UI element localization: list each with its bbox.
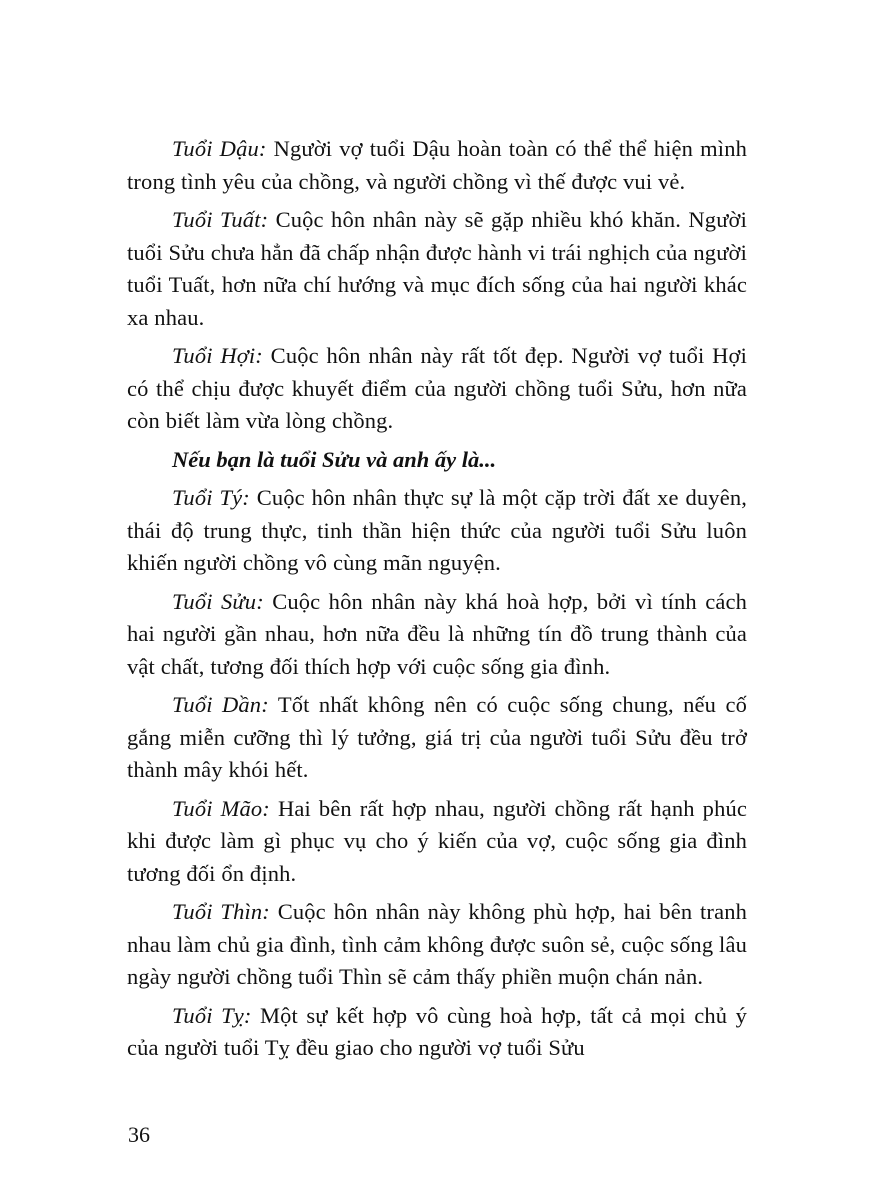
paragraph-lead: Tuổi Sửu: (172, 588, 264, 614)
paragraph-tuoi-hoi (127, 340, 747, 438)
paragraph-tuoi-suu (127, 586, 747, 684)
paragraph-lead: Tuổi Dần: (172, 692, 269, 717)
paragraph-lead: Tuổi Tuất: (172, 207, 269, 232)
paragraph-tuoi-tuat (127, 204, 747, 334)
paragraph-text: Một sự kết hợp vô cùng hoà hợp, tất cả mọi chủ ý của người tuổi Tỵ đều giao cho người vợ tuổi Sửu (127, 1002, 747, 1060)
paragraph-lead: Tuổi Dậu: (172, 136, 267, 161)
paragraph-lead: Tuổi Mão: (172, 795, 270, 821)
paragraph-text: Người vợ tuổi Dậu hoàn toàn có thể thể hiện mình trong tình yêu của chồng, và người chồng vì thế được vui vẻ. (127, 136, 747, 194)
section-heading: Nếu bạn là tuổi Sửu và anh ấy là... (172, 446, 497, 472)
paragraph-text: Cuộc hôn nhân này rất tốt đẹp. Người vợ tuổi Hợi có thể chịu được khuyết điểm của người chồng tuổi Sửu, hơn nữa còn biết làm vừa lòng chồng. (127, 343, 748, 433)
page-body-text (127, 133, 747, 1071)
page-number: 36 (128, 1122, 150, 1147)
paragraph-tuoi-mao (127, 793, 747, 891)
paragraph-lead: Tuổi Thìn: (172, 899, 270, 924)
paragraph-tuoi-thin (127, 896, 747, 994)
paragraph-text: Cuộc hôn nhân thực sự là một cặp trời đất xe duyên, thái độ trung thực, tinh thần hiện thức của người tuổi Sửu luôn khiến người chồng vô cùng mãn nguyện. (127, 485, 748, 575)
paragraph-text: Cuộc hôn nhân này sẽ gặp nhiều khó khăn. Người tuổi Sửu chưa hẳn đã chấp nhận được hành vi trái nghịch của người tuổi Tuất, hơn nữa chí hướng và mục đích sống của hai người khác xa nhau. (127, 207, 747, 330)
paragraph-lead: Tuổi Tỵ: (172, 1002, 252, 1028)
paragraph-tuoi-ty-ran (127, 1000, 747, 1065)
paragraph-text: Cuộc hôn nhân này khá hoà hợp, bởi vì tính cách hai người gần nhau, hơn nữa đều là những tín đồ trung thành của vật chất, tương đối thích hợp với cuộc sống gia đình. (127, 588, 747, 679)
paragraph-tuoi-dan (127, 689, 747, 787)
paragraph-lead: Tuổi Hợi: (172, 343, 263, 368)
paragraph-text: Cuộc hôn nhân này không phù hợp, hai bên tranh nhau làm chủ gia đình, tình cảm không được suôn sẻ, cuộc sống lâu ngày người chồng tuổi Thìn sẽ cảm thấy phiền muộn chán nản. (127, 899, 748, 989)
paragraph-text: Tốt nhất không nên có cuộc sống chung, nếu cố gắng miễn cưỡng thì lý tưởng, giá trị của người tuổi Sửu đều trở thành mây khói hết. (127, 692, 747, 782)
paragraph-text: Hai bên rất hợp nhau, người chồng rất hạnh phúc khi được làm gì phục vụ cho ý kiến của vợ, cuộc sống gia đình tương đối ổn định. (127, 795, 748, 886)
paragraph-tuoi-dau (127, 133, 747, 198)
paragraph-tuoi-ty-rat (127, 482, 747, 580)
paragraph-lead: Tuổi Tý: (172, 485, 250, 510)
